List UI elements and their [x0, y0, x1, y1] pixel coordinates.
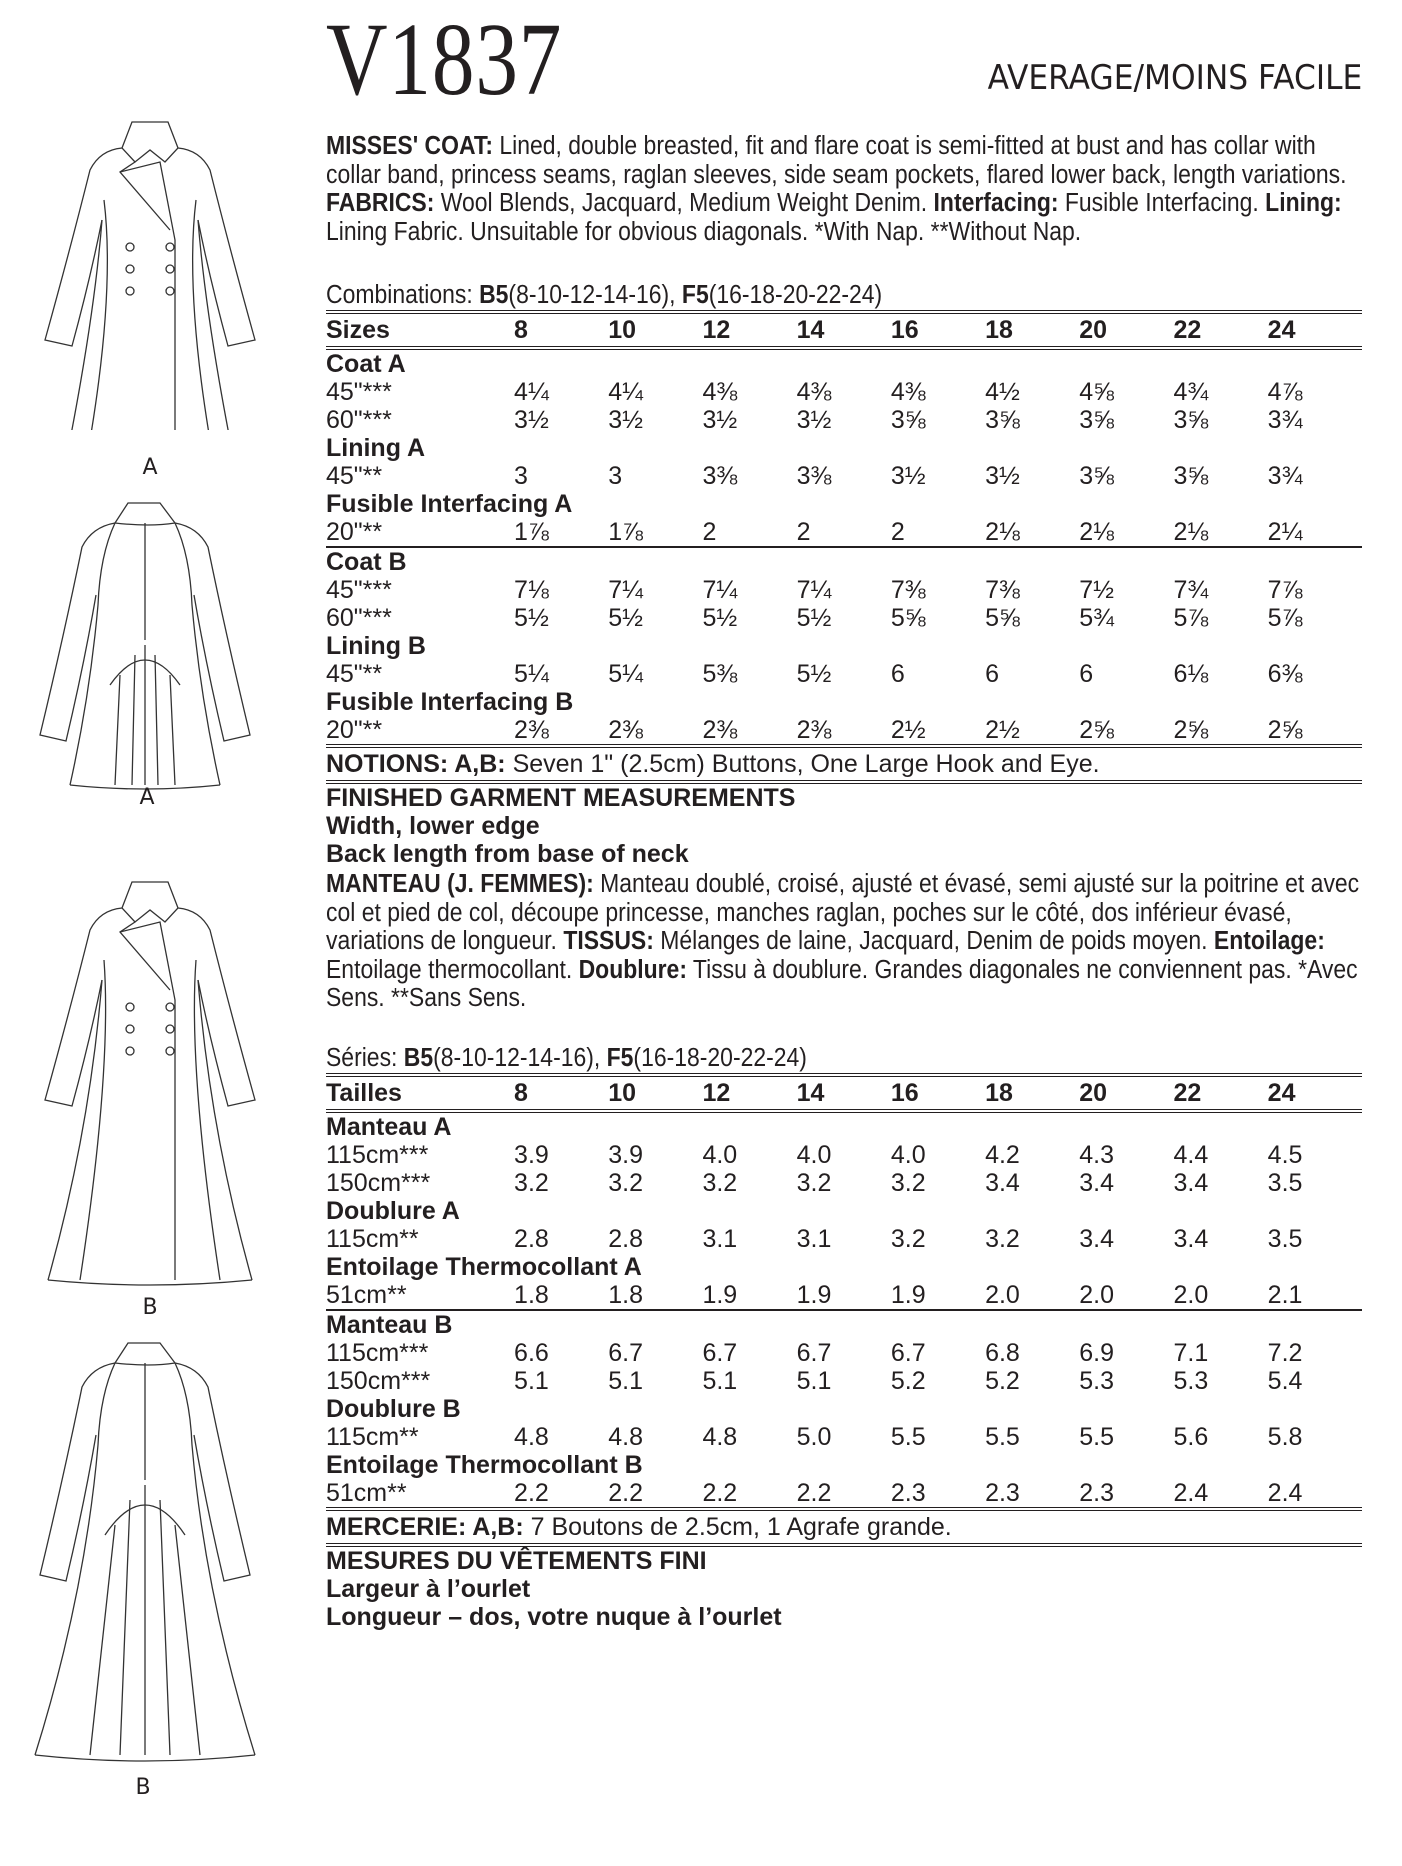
coat-a-front-illustration [0, 110, 300, 430]
yardage-value: 4.3 [1079, 1140, 1115, 1169]
yardage-value: 3.4 [1173, 1224, 1209, 1253]
yardage-value: 6.9 [1079, 1338, 1115, 1367]
french-description [326, 870, 1362, 1013]
yardage-value: 2.4 [1173, 1478, 1209, 1507]
yardage-value: 3¾ [1267, 406, 1303, 434]
size-col: 20 [1079, 1078, 1108, 1107]
yardage-value: 3.5 [1267, 1224, 1303, 1253]
combo-f5-label-fr: F5 [606, 1043, 634, 1072]
yardage-value: 1⅞ [514, 518, 549, 546]
view-label-a-front: A [142, 455, 158, 480]
yardage-group-row [326, 632, 1362, 660]
yardage-group-label: Fusible Interfacing B [326, 688, 574, 716]
yardage-value: 3½ [796, 406, 832, 434]
yardage-value: 5.1 [514, 1366, 549, 1395]
yardage-value: 7⅞ [1267, 576, 1303, 604]
description-text-fr: Manteau doublé, croisé, ajusté et évasé, semi ajusté sur la poitrine et avec col et pied de col, découpe princesse, manches raglan, poches sur le côté, dos inférieur évasé, variations de longueur. [326, 870, 1360, 955]
table-row [326, 518, 1362, 547]
yardage-value: 5.5 [890, 1422, 926, 1451]
fabric-width: 115cm** [326, 1422, 419, 1451]
yardage-value: 6.7 [796, 1338, 832, 1367]
yardage-value: 3.1 [702, 1224, 738, 1253]
yardage-value: 2⅜ [514, 716, 549, 744]
mercerie-text: 7 Boutons de 2.5cm, 1 Agrafe grande. [523, 1512, 952, 1541]
yardage-value: 5¼ [608, 660, 644, 688]
yardage-value: 3.9 [514, 1140, 549, 1169]
yardage-group-label: Manteau A [326, 1112, 452, 1141]
tailles-header-row [326, 1075, 1362, 1111]
yardage-value: 3.9 [608, 1140, 644, 1169]
yardage-value: 7¾ [1173, 576, 1209, 604]
yardage-group-row [326, 1111, 1362, 1141]
yardage-value: 7⅜ [985, 576, 1020, 604]
yardage-value: 3½ [890, 462, 926, 490]
yardage-value: 4.0 [890, 1140, 926, 1169]
fabric-width: 20"** [326, 518, 383, 546]
yardage-value: 5.2 [985, 1366, 1020, 1395]
yardage-group-row [326, 1395, 1362, 1423]
yardage-value: 6.7 [890, 1338, 926, 1367]
view-label-b-front: B [142, 1295, 158, 1320]
yardage-value: 3⅝ [1173, 462, 1209, 490]
mercerie-row [326, 1509, 1362, 1545]
yardage-value: 3.4 [1079, 1168, 1115, 1197]
combo-b5-label: B5 [479, 281, 509, 309]
tailles-header-label: Tailles [326, 1078, 402, 1107]
yardage-value: 2.2 [514, 1478, 549, 1507]
yardage-value: 5½ [608, 604, 644, 632]
yardage-value: 5⅜ [702, 660, 738, 688]
table-row [326, 1479, 1362, 1509]
size-col: 20 [1079, 316, 1108, 344]
length-label-row [326, 840, 1362, 868]
yardage-value: 2.8 [514, 1224, 549, 1253]
yardage-value: 3⅝ [1173, 406, 1209, 434]
yardage-value: 7.2 [1267, 1338, 1303, 1367]
yardage-group-label: Lining B [326, 632, 426, 660]
fabric-width: 45"*** [326, 378, 392, 406]
yardage-group-label: Lining A [326, 434, 426, 462]
yardage-group-row [326, 1197, 1362, 1225]
yardage-value: 5.0 [796, 1422, 832, 1451]
combinations-label: Combinations: [326, 281, 480, 309]
combo-f5-label: F5 [681, 281, 709, 309]
yardage-value: 2⅜ [796, 716, 832, 744]
yardage-value: 2⅝ [1173, 716, 1209, 744]
interfacing-label-fr: Entoilage: [1213, 927, 1325, 955]
yardage-group-row [326, 547, 1362, 576]
yardage-value: 2.4 [1267, 1478, 1303, 1507]
english-combinations [326, 280, 1362, 310]
fabric-width: 45"** [326, 462, 383, 490]
yardage-body [326, 348, 1362, 746]
yardage-value: 2½ [985, 716, 1020, 744]
yardage-value: 5.1 [702, 1366, 738, 1395]
yardage-value: 5½ [796, 604, 832, 632]
yardage-group-row [326, 688, 1362, 716]
fabric-width: 60"*** [326, 406, 392, 434]
yardage-value: 6⅛ [1173, 660, 1209, 688]
yardage-value: 3⅜ [796, 462, 832, 490]
coat-b-front-illustration [0, 870, 300, 1290]
size-col: 22 [1173, 1078, 1202, 1107]
yardage-value: 7¼ [796, 576, 832, 604]
size-col: 18 [985, 316, 1013, 344]
yardage-value: 4⅜ [890, 378, 926, 406]
table-row [326, 1281, 1362, 1310]
width-label-row [326, 812, 1362, 840]
yardage-value: 5.6 [1173, 1422, 1209, 1451]
size-col: 18 [985, 1078, 1013, 1107]
size-col: 24 [1267, 1078, 1296, 1107]
yardage-value: 1.9 [702, 1280, 738, 1309]
finished-title-row [326, 782, 1362, 812]
largeur-label: Largeur à l’ourlet [326, 1574, 531, 1603]
yardage-value: 4½ [985, 378, 1020, 406]
yardage-group-label: Coat B [326, 548, 407, 576]
view-label-b-back: B [135, 1775, 151, 1800]
yardage-value: 3.2 [796, 1168, 832, 1197]
yardage-group-row [326, 434, 1362, 462]
english-description [326, 132, 1362, 246]
yardage-value: 2 [796, 518, 811, 546]
size-col: 16 [890, 316, 919, 344]
yardage-value: 3¾ [1267, 462, 1303, 490]
description-text: Lined, double breasted, fit and flare coat is semi-fitted at bust and has collar with collar band, princess seams, raglan sleeves, side seam pockets, flared lower back, length variations. [326, 132, 1347, 189]
yardage-value: 5.3 [1079, 1366, 1115, 1395]
yardage-group-label: Entoilage Thermocollant A [326, 1252, 642, 1281]
yardage-group-row [326, 1253, 1362, 1281]
size-col: 14 [796, 1078, 825, 1107]
combinations-label-fr: Séries: [326, 1043, 404, 1072]
content-column [326, 132, 1362, 1631]
fabrics-label-fr: TISSUS: [563, 927, 654, 955]
table-row [326, 1169, 1362, 1197]
yardage-group-row [326, 490, 1362, 518]
finished-measurements-title: FINISHED GARMENT MEASUREMENTS [326, 784, 796, 812]
fabric-width: 60"*** [326, 604, 392, 632]
table-row [326, 1225, 1362, 1253]
fabric-width: 45"*** [326, 576, 392, 604]
yardage-value: 2⅛ [985, 518, 1020, 546]
yardage-value: 2.3 [985, 1478, 1020, 1507]
size-col: 8 [514, 1078, 528, 1107]
yardage-value: 4.0 [796, 1140, 832, 1169]
yardage-value: 3.4 [1079, 1224, 1115, 1253]
yardage-value: 2 [702, 518, 717, 546]
finished-title-row-fr [326, 1545, 1362, 1575]
combo-b5-sizes: (8-10-12-14-16), [508, 281, 682, 309]
yardage-value: 3.2 [514, 1168, 549, 1197]
yardage-value: 3⅝ [985, 406, 1020, 434]
yardage-value: 3.2 [608, 1168, 644, 1197]
table-row [326, 1423, 1362, 1451]
yardage-value: 2.2 [702, 1478, 738, 1507]
table-row [326, 716, 1362, 746]
coat-a-back-illustration [0, 495, 300, 795]
lining-text: Lining Fabric. Unsuitable for obvious diagonals. *With Nap. **Without Nap. [326, 217, 1082, 246]
yardage-value: 6 [890, 660, 905, 688]
table-row [326, 462, 1362, 490]
yardage-value: 5½ [702, 604, 738, 632]
mesures-title: MESURES DU VÊTEMENTS FINI [326, 1546, 707, 1575]
yardage-value: 3.4 [1173, 1168, 1209, 1197]
yardage-value: 5⅞ [1267, 604, 1303, 632]
table-row [326, 1339, 1362, 1367]
yardage-value: 3.2 [702, 1168, 738, 1197]
fabrics-label: FABRICS: [326, 189, 435, 217]
french-yardage-table [326, 1073, 1362, 1631]
yardage-value: 4.4 [1173, 1140, 1209, 1169]
fabrics-text: Wool Blends, Jacquard, Medium Weight Denim. [434, 189, 934, 217]
yardage-value: 2⅜ [608, 716, 644, 744]
yardage-value: 5.8 [1267, 1422, 1303, 1451]
fabric-width: 150cm*** [326, 1168, 431, 1197]
interfacing-text: Fusible Interfacing. [1058, 189, 1266, 217]
notions-label: NOTIONS: A,B: [326, 750, 506, 778]
fabric-width: 150cm*** [326, 1366, 431, 1395]
yardage-value: 2.2 [608, 1478, 644, 1507]
yardage-value: 3.5 [1267, 1168, 1303, 1197]
yardage-value: 3½ [702, 406, 738, 434]
longueur-label: Longueur – dos, votre nuque à l’ourlet [326, 1602, 782, 1631]
size-col: 14 [796, 316, 825, 344]
table-row [326, 378, 1362, 406]
yardage-value: 3½ [608, 406, 644, 434]
yardage-value: 5.1 [796, 1366, 832, 1395]
yardage-value: 3⅝ [890, 406, 926, 434]
length-label-row-fr [326, 1603, 1362, 1631]
width-label-row-fr [326, 1575, 1362, 1603]
yardage-value: 1.9 [796, 1280, 832, 1309]
yardage-value: 6.7 [608, 1338, 644, 1367]
size-col: 10 [608, 316, 637, 344]
yardage-value: 3.2 [890, 1168, 926, 1197]
yardage-value: 2.0 [985, 1280, 1020, 1309]
yardage-value: 2¼ [1267, 518, 1303, 546]
yardage-value: 2⅛ [1173, 518, 1209, 546]
size-col: 16 [890, 1078, 919, 1107]
yardage-value: 3½ [514, 406, 549, 434]
yardage-value: 6.7 [702, 1338, 738, 1367]
yardage-group-row [326, 348, 1362, 378]
fabric-width: 115cm*** [326, 1338, 429, 1367]
notions-row [326, 746, 1362, 782]
yardage-value: 5⅝ [985, 604, 1020, 632]
yardage-value: 4⅜ [796, 378, 832, 406]
yardage-value: 4¼ [608, 378, 644, 406]
yardage-value: 4.2 [985, 1140, 1020, 1169]
yardage-value: 3 [514, 462, 528, 490]
illustrations-column [0, 0, 300, 1866]
yardage-value: 5.3 [1173, 1366, 1209, 1395]
yardage-value: 1.9 [890, 1280, 926, 1309]
yardage-value: 2½ [890, 716, 926, 744]
yardage-value: 6.6 [514, 1338, 549, 1367]
description-lead-fr: MANTEAU (J. FEMMES): [326, 870, 594, 898]
lining-text-fr: Tissu à doublure. Grandes diagonales ne conviennent pas. *Avec Sens. **Sans Sens. [326, 955, 1358, 1012]
yardage-value: 4.8 [608, 1422, 644, 1451]
yardage-value: 3⅜ [702, 462, 738, 490]
yardage-value: 5¾ [1079, 604, 1115, 632]
yardage-value: 2.0 [1079, 1280, 1115, 1309]
yardage-group-label: Coat A [326, 350, 406, 378]
table-row [326, 1141, 1362, 1169]
yardage-value: 1.8 [608, 1280, 644, 1309]
yardage-value: 2 [890, 518, 905, 546]
mercerie-label: MERCERIE: A,B: [326, 1512, 524, 1541]
table-row [326, 604, 1362, 632]
view-label-a-back: A [139, 785, 155, 810]
yardage-value: 7.1 [1173, 1338, 1209, 1367]
yardage-value: 4¼ [514, 378, 549, 406]
yardage-value: 1⅞ [608, 518, 644, 546]
yardage-value: 6⅜ [1267, 660, 1303, 688]
yardage-value: 2⅝ [1267, 716, 1303, 744]
size-col: 22 [1173, 316, 1202, 344]
yardage-value: 7¼ [608, 576, 644, 604]
back-length-label: Back length from base of neck [326, 840, 689, 868]
yardage-value: 4.8 [514, 1422, 549, 1451]
yardage-group-row [326, 1310, 1362, 1339]
yardage-value: 5⅝ [890, 604, 926, 632]
yardage-value: 3.1 [796, 1224, 832, 1253]
yardage-value: 3 [608, 462, 623, 490]
yardage-value: 4⅝ [1079, 378, 1115, 406]
yardage-value: 3.2 [985, 1224, 1020, 1253]
size-col: 12 [702, 1078, 731, 1107]
yardage-value: 3.2 [890, 1224, 926, 1253]
yardage-group-label: Doublure A [326, 1196, 460, 1225]
yardage-value: 2.1 [1267, 1280, 1303, 1309]
yardage-value: 7¼ [702, 576, 738, 604]
yardage-value: 5⅞ [1173, 604, 1209, 632]
yardage-value: 5.4 [1267, 1366, 1303, 1395]
yardage-value: 6.8 [985, 1338, 1020, 1367]
yardage-value: 3⅝ [1079, 406, 1115, 434]
yardage-value: 7½ [1079, 576, 1115, 604]
coat-b-back-illustration [0, 1335, 300, 1765]
yardage-value: 2⅜ [702, 716, 738, 744]
yardage-value: 2.8 [608, 1224, 644, 1253]
notions-text: Seven 1" (2.5cm) Buttons, One Large Hook and Eye. [505, 750, 1100, 778]
yardage-value: 5½ [796, 660, 832, 688]
sizes-header-label: Sizes [326, 316, 390, 344]
yardage-value: 4¾ [1173, 378, 1209, 406]
yardage-value: 7⅜ [890, 576, 926, 604]
yardage-value: 2.0 [1173, 1280, 1209, 1309]
table-row [326, 660, 1362, 688]
size-col: 12 [702, 316, 731, 344]
fabric-width: 115cm*** [326, 1140, 429, 1169]
yardage-value: 5.2 [890, 1366, 926, 1395]
yardage-value: 7⅛ [514, 576, 549, 604]
yardage-value: 2.3 [890, 1478, 926, 1507]
fabric-width: 51cm** [326, 1478, 407, 1507]
combo-b5-label-fr: B5 [403, 1043, 434, 1072]
combo-f5-sizes: (16-18-20-22-24) [708, 281, 883, 309]
table-row [326, 1367, 1362, 1395]
size-col: 8 [514, 316, 528, 344]
table-row [326, 406, 1362, 434]
fabrics-text-fr: Mélanges de laine, Jacquard, Denim de poids moyen. [653, 927, 1214, 955]
width-lower-edge-label: Width, lower edge [326, 812, 540, 840]
yardage-value: 4.0 [702, 1140, 738, 1169]
lining-label-fr: Doublure: [578, 955, 687, 984]
yardage-value: 3⅝ [1079, 462, 1115, 490]
yardage-value: 5.1 [608, 1366, 644, 1395]
fabric-width: 45"** [326, 660, 383, 688]
pattern-number: V1837 [326, 2, 563, 117]
yardage-value: 6 [985, 660, 999, 688]
yardage-group-label: Entoilage Thermocollant B [326, 1450, 643, 1479]
french-combinations [326, 1043, 1362, 1073]
yardage-value: 5.5 [1079, 1422, 1115, 1451]
yardage-value: 5½ [514, 604, 549, 632]
yardage-value: 5.5 [985, 1422, 1020, 1451]
yardage-value: 3.4 [985, 1168, 1020, 1197]
sizes-header-row [326, 312, 1362, 348]
table-row [326, 576, 1362, 604]
yardage-group-label: Manteau B [326, 1310, 453, 1339]
yardage-value: 4.5 [1267, 1140, 1303, 1169]
yardage-body-fr [326, 1111, 1362, 1509]
combo-f5-sizes-fr: (16-18-20-22-24) [633, 1043, 807, 1072]
size-col: 10 [608, 1078, 637, 1107]
yardage-group-row [326, 1451, 1362, 1479]
yardage-group-label: Doublure B [326, 1394, 461, 1423]
combo-b5-sizes-fr: (8-10-12-14-16), [433, 1043, 607, 1072]
size-col: 24 [1267, 316, 1296, 344]
lining-label: Lining: [1265, 189, 1342, 217]
yardage-value: 3½ [985, 462, 1020, 490]
fabric-width: 115cm** [326, 1224, 419, 1253]
yardage-value: 4.8 [702, 1422, 738, 1451]
fabric-width: 51cm** [326, 1280, 407, 1309]
english-yardage-table [326, 310, 1362, 868]
difficulty-level: AVERAGE/MOINS FACILE [987, 58, 1362, 98]
yardage-value: 1.8 [514, 1280, 549, 1309]
interfacing-label: Interfacing: [933, 189, 1059, 217]
yardage-value: 2.2 [796, 1478, 832, 1507]
yardage-value: 4⅜ [702, 378, 738, 406]
fabric-width: 20"** [326, 716, 383, 744]
yardage-value: 6 [1079, 660, 1094, 688]
yardage-value: 2⅛ [1079, 518, 1115, 546]
yardage-value: 5¼ [514, 660, 549, 688]
yardage-value: 2⅝ [1079, 716, 1115, 744]
interfacing-text-fr: Entoilage thermocollant. [326, 955, 579, 984]
yardage-value: 4⅞ [1267, 378, 1303, 406]
yardage-value: 2.3 [1079, 1478, 1115, 1507]
description-lead: MISSES' COAT: [326, 132, 493, 160]
yardage-group-label: Fusible Interfacing A [326, 490, 573, 518]
